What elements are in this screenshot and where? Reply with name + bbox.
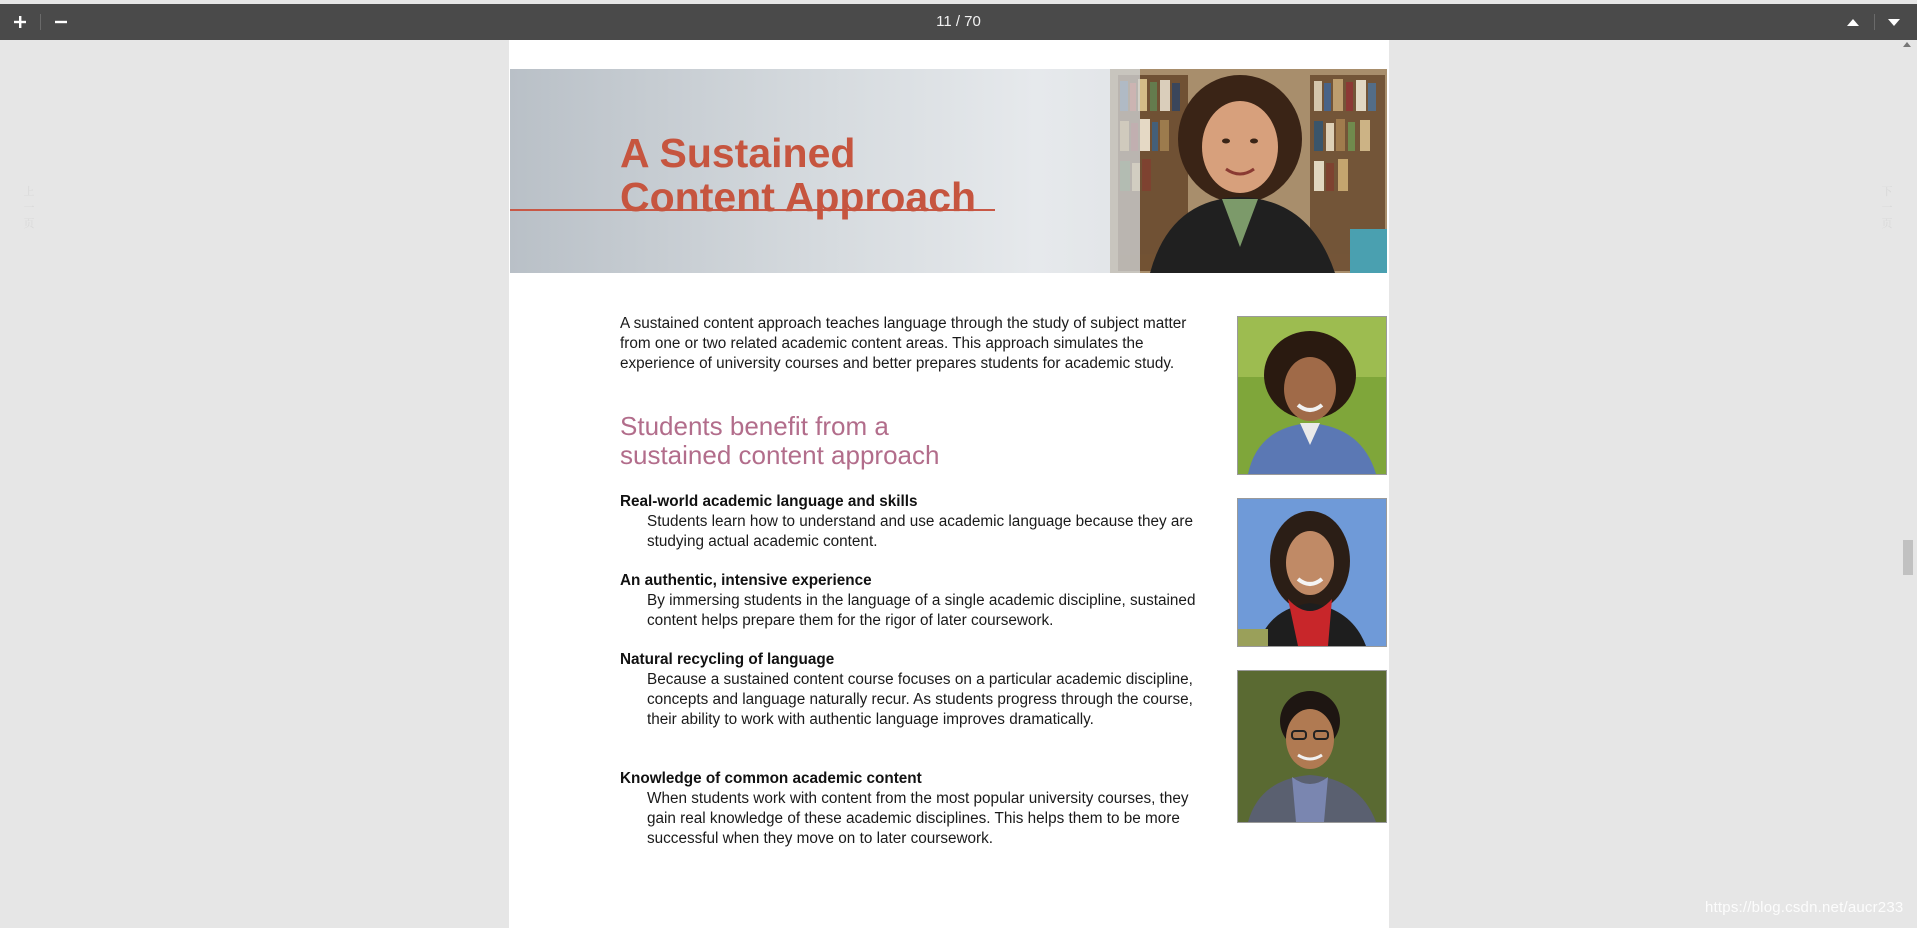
student-photo <box>1237 670 1387 823</box>
subheading-line-1: Students benefit from a <box>620 411 889 441</box>
next-page-button[interactable] <box>1879 4 1909 40</box>
pdf-toolbar <box>0 4 1917 40</box>
zoom-in-button[interactable] <box>6 4 34 40</box>
watermark-url: https://blog.csdn.net/aucr233 <box>1705 899 1904 916</box>
toolbar-divider <box>40 14 41 30</box>
benefit-title: Real-world academic language and skills <box>620 493 918 510</box>
benefit-item <box>620 571 1220 631</box>
student-photo <box>1237 498 1387 647</box>
benefit-title: Knowledge of common academic content <box>620 770 922 787</box>
student-photo <box>1237 316 1387 475</box>
side-prev-label: 上一页 <box>23 186 35 230</box>
benefit-body: Students learn how to understand and use academic language because they are studying actual academic content. <box>647 513 1193 550</box>
pdf-page <box>509 40 1389 928</box>
toolbar-divider <box>1874 14 1875 30</box>
page-indicator: 11 / 70 <box>936 13 981 30</box>
triangle-down-icon <box>1887 18 1901 27</box>
scroll-up-arrow-icon[interactable] <box>1903 42 1911 47</box>
plus-icon <box>13 15 27 29</box>
subheading-line-2: sustained content approach <box>620 440 940 470</box>
triangle-up-icon <box>1846 18 1860 27</box>
benefit-item <box>620 650 1220 730</box>
benefit-item <box>620 769 1220 849</box>
benefit-body: By immersing students in the language of a single academic discipline, sustained content helps prepare them for the rigor of later coursework. <box>647 592 1196 629</box>
benefit-body: When students work with content from the most popular university courses, they gain real knowledge of these academic disciplines. This helps them to be more successful when they move on to later coursework. <box>647 790 1189 847</box>
side-next-label: 下一页 <box>1881 186 1893 230</box>
side-next-page[interactable] <box>1880 184 1894 232</box>
title-line-2: Content Approach <box>620 174 977 220</box>
zoom-out-button[interactable] <box>47 4 75 40</box>
benefit-title: Natural recycling of language <box>620 651 835 668</box>
section-subheading <box>620 412 1040 470</box>
side-prev-page[interactable] <box>22 184 36 232</box>
title-line-1: A Sustained <box>620 130 856 176</box>
benefit-item <box>620 492 1220 552</box>
benefit-title: An authentic, intensive experience <box>620 572 872 589</box>
minus-icon <box>54 15 68 29</box>
page-title <box>620 131 976 219</box>
scrollbar-thumb[interactable] <box>1903 540 1913 575</box>
previous-page-button[interactable] <box>1838 4 1868 40</box>
benefit-body: Because a sustained content course focuses on a particular academic discipline, concepts and language naturally recur. As students progress through the course, their ability to work with authentic language improves dramatically. <box>647 671 1193 728</box>
title-banner <box>510 69 1387 273</box>
teacher-photo <box>1110 69 1387 273</box>
vertical-scrollbar[interactable] <box>1899 40 1917 928</box>
intro-paragraph: A sustained content approach teaches language through the study of subject matter from one or two related academic content areas. This approach simulates the experience of university courses and better prepares students for academic study. <box>620 315 1187 372</box>
